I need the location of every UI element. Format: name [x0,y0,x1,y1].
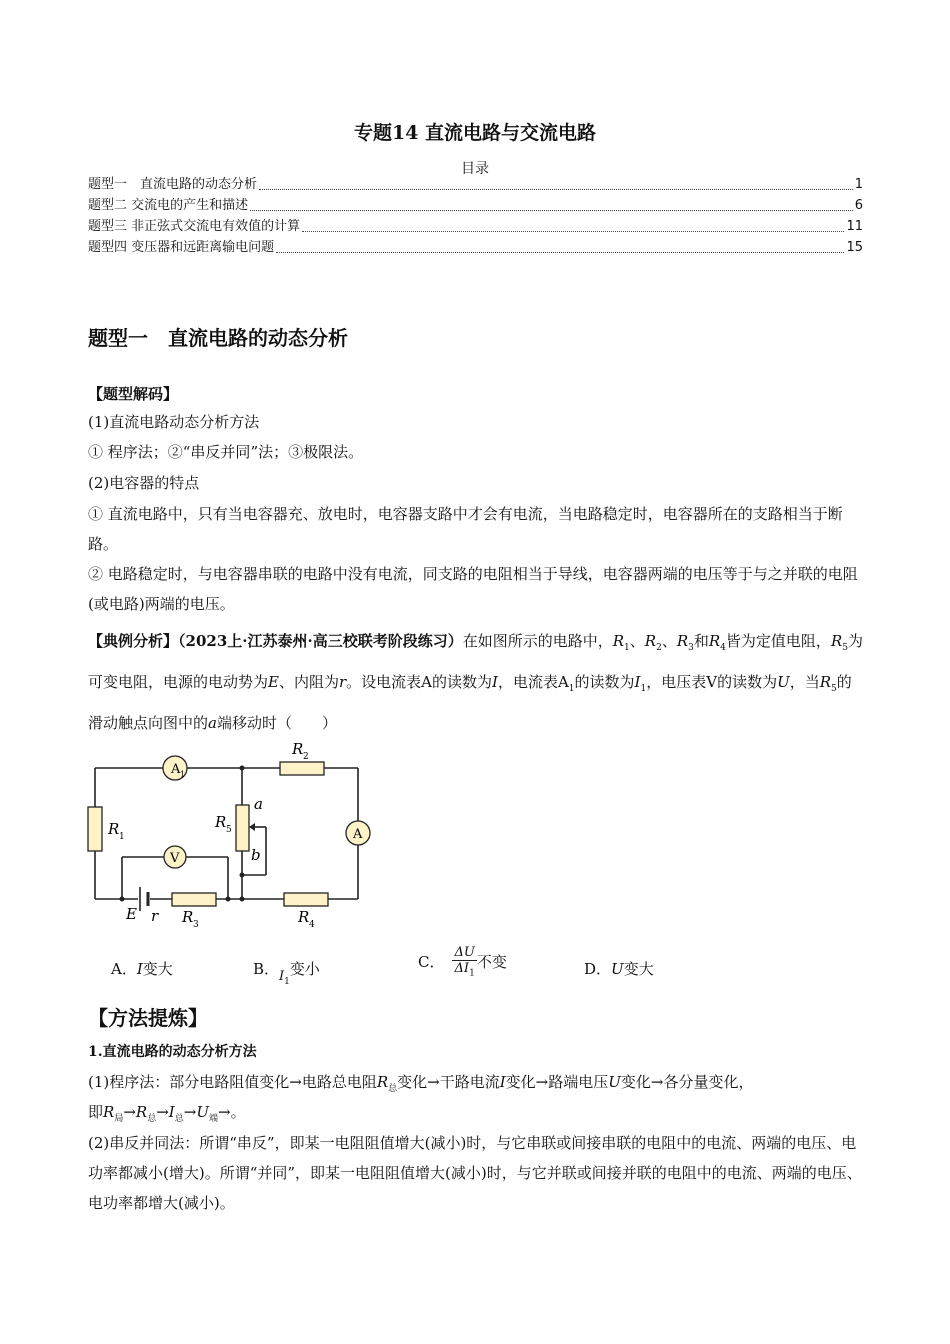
toc-heading: 目录 [461,161,489,177]
R1-label: R [108,820,120,838]
fraction-numerator: ΔU [454,945,475,960]
example-question: 【典例分析】（2023上·江苏泰州·高三校联考阶段练习）在如图所示的电路中，$R_1$、$R_2$、$R_3$和$R_4$皆为定值电阻，$R_5$为可变电阻，电源的电动势为E、内阻为r。设电流表A的读数为I，电流表$A_1$的读数为$I_1$，电压表V的读数为U，当$R_5$的滑动触点向图中的a端移动时（ ） [88,632,863,732]
question-text: 电压表V的读数为 [661,673,778,691]
circuit-diagram [80,735,380,935]
toc-item[interactable] [88,218,863,236]
method-text: 变化→路端电压 [505,1073,609,1091]
toc-item-page: 11 [846,219,863,234]
R4-sub: 4 [309,920,315,930]
question-text: 、 [629,632,645,650]
sub: 5 [842,643,848,653]
junction-dot [240,766,245,771]
toc-item-label: 题型三 非正弦式交流电有效值的计算 [88,219,301,234]
arrow: → [156,1103,169,1121]
sub: 1 [568,684,575,694]
R3-sub: 3 [193,920,199,930]
R2-sub: 2 [303,752,309,762]
sub: 端 [208,1114,218,1124]
option-text: 变大 [142,960,173,978]
r-label: r [151,907,159,925]
toc-leader [259,189,853,190]
resistor-R3 [172,893,216,906]
toc-item-page: 6 [854,198,863,213]
junction-dot [120,897,125,902]
question-text: ，电流表 [497,673,558,691]
A1-sub: 1 [180,770,186,779]
toc-item[interactable] [88,197,863,215]
question-text: ，当 [789,673,820,691]
R5-label: R [215,813,227,831]
option-key: B． [253,960,280,978]
sub: 总 [147,1114,157,1124]
toc-item-label: 题型四 变压器和远距离输电问题 [88,240,275,255]
option-C[interactable] [418,945,507,979]
option-key: D． [584,960,612,978]
arrow: → [183,1103,197,1121]
option-D[interactable] [584,958,654,979]
question-text: 、内阻为 [278,673,339,691]
V-label: V [170,851,180,866]
var-R: R [644,632,657,650]
a-label: a [254,795,263,813]
junction-dot [240,873,245,878]
paragraph: ① 直流电路中，只有当电容器充、放电时，电容器支路中才会有电流，当电路稳定时，电容器所在的支路相当于断路。 [88,505,843,553]
option-A[interactable] [111,958,173,979]
slider-arrow-icon [249,823,255,831]
var-U: U [777,673,790,691]
paragraph: (2)电容器的特点 [88,474,200,492]
toc-item-page: 1 [854,177,863,192]
paragraph: (1)直流电路动态分析方法 [88,413,260,431]
var-I: I [168,1103,175,1121]
arrow: → [123,1103,136,1121]
method-heading: 【方法提炼】 [88,1006,208,1030]
sub: 3 [688,643,694,653]
b-label: b [251,846,261,864]
sub: 1 [640,684,647,694]
option-key: C． [418,953,445,972]
method-text: (1)程序法：部分电路阻值变化→电路总电阻 [88,1073,377,1091]
toc-leader [250,210,853,211]
question-text: 端移动时（ ） [216,714,337,732]
sub: 1 [624,643,630,653]
option-sub: 1 [284,977,290,987]
paragraph: ① 程序法；②“串反并同”法；③极限法。 [88,443,364,461]
example-label: 【典例分析】 [88,632,179,650]
A-label: A [353,827,363,842]
method-text: 即 [88,1103,104,1121]
toc-leader [302,231,844,232]
var-U: U [196,1103,209,1121]
R3-label: R [182,908,194,926]
sub: 总 [388,1084,398,1094]
toc-item-page: 15 [846,240,863,255]
var-R: R [708,632,721,650]
A1-label: A [171,762,181,777]
example-source: （2023上·江苏泰州·高三校联考阶段练习） [178,632,463,650]
fraction-den-text: ΔI [454,961,470,976]
sub: 局 [114,1114,124,1124]
question-text: 的滑动触点向图中的 [88,673,852,732]
junction-dot [226,897,231,902]
var-R: R [135,1103,148,1121]
resistor-R2 [280,762,324,775]
question-text: 。设电流表A的读数为 [346,673,492,691]
option-var: I [136,960,143,978]
option-var: U [611,960,624,978]
question-text: 为可变电阻，电源的电动势为 [88,632,863,691]
fraction-den-sub: 1 [469,968,475,979]
R1-sub: 1 [119,832,125,842]
option-var: I [279,969,285,984]
page-title: 专题14 直流电路与交流电路 [353,122,597,144]
var-R: R [819,673,832,691]
var-I: I [492,673,498,691]
var-r: r [338,673,347,691]
option-text: 不变 [476,953,507,972]
var-I: I [634,673,641,691]
resistor-R1 [88,807,102,851]
R5-sub: 5 [226,825,232,835]
method-text: →。 [218,1103,246,1121]
fraction-denominator [453,961,477,979]
toc-item[interactable] [88,239,863,257]
option-text: 变小 [289,960,320,978]
resistor-R5 [236,805,249,851]
var-U: U [608,1073,621,1091]
sub: 5 [831,684,837,694]
resistor-R4 [284,893,328,906]
decode-label: 【题型解码】 [88,385,179,403]
option-key: A． [111,960,137,978]
var-R: R [830,632,843,650]
option-text: 变大 [623,960,654,978]
toc-item[interactable] [88,176,863,194]
R4-label: R [298,908,310,926]
toc-item-label: 题型二 交流电的产生和描述 [88,198,249,213]
method-text: 变化→各分量变化， [620,1073,754,1091]
fraction [452,945,476,979]
question-text: 、 [661,632,677,650]
sub: 4 [720,643,726,653]
sub: 总 [174,1114,184,1124]
option-B[interactable] [253,958,320,987]
var-R: R [103,1103,115,1121]
question-text: 和 [693,632,709,650]
question-text: 的读数为 [574,673,635,691]
var-A: A [557,673,569,691]
junction-dot [240,897,245,902]
paragraph: ② 电路稳定时，与电容器串联的电路中没有电流，同支路的电阻相当于导线，电容器两端的电压等于与之并联的电阻(或电路)两端的电压。 [88,565,858,613]
method-para-3: (2)串反并同法：所谓“串反”，即某一电阻阻值增大(减小)时，与它串联或间接串联的电阻中的电流、两端的电压、电功率都减小(增大)。所谓“并同”，即某一电阻阻值增大(减小)时，与它并联或间接并联的电阻中的电流、两端的电压、电功率都增大(减小)。 [88,1134,862,1212]
question-text: 皆为定 [725,632,771,650]
question-text: 在如图所示的电路中， [462,632,613,650]
var-R: R [612,632,625,650]
E-label: E [126,905,137,923]
method-subheading: 1.直流电路的动态分析方法 [88,1044,257,1060]
sub: 2 [656,643,662,653]
R2-label: R [292,740,304,758]
var-R: R [376,1073,389,1091]
var-E: E [268,673,279,691]
var-I: I [499,1073,506,1091]
toc-leader [276,252,844,253]
method-text: 变化→干路电流 [397,1073,500,1091]
toc-item-label: 题型一 直流电路的动态分析 [88,177,258,192]
var-R: R [676,632,689,650]
question-text: 值电阻， [770,632,831,650]
var-a: a [208,714,217,732]
section-heading: 题型一 直流电路的动态分析 [88,326,348,350]
